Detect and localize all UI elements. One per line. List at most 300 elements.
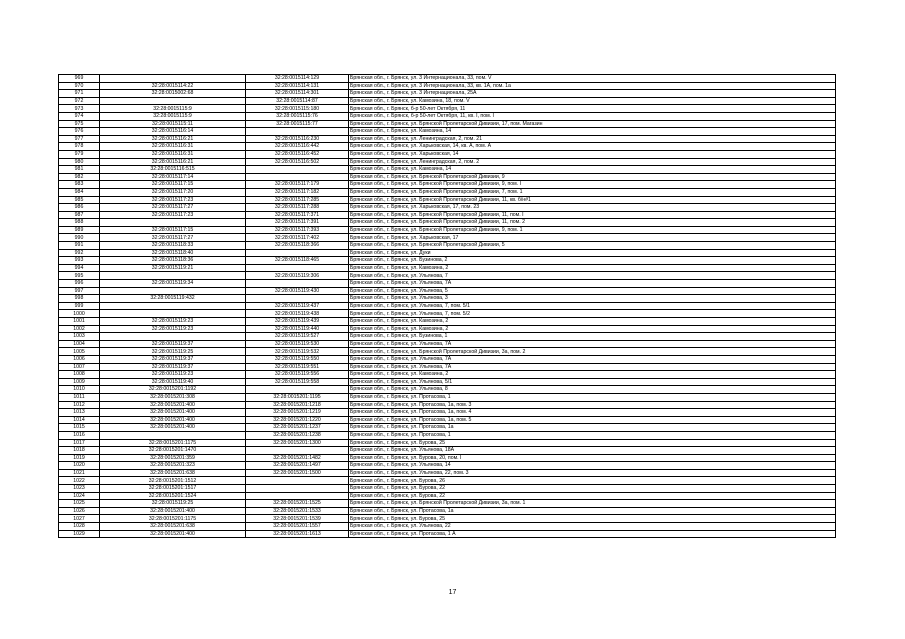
object-cadastral-number-cell [246, 447, 349, 455]
row-number-cell: 1020 [59, 462, 100, 470]
row-number-cell: 971 [59, 90, 100, 98]
table-row [59, 439, 836, 447]
land-cadastral-number-cell: 32:28:0015117:14 [100, 173, 246, 181]
object-cadastral-number-cell: 32:28:0015201:1525 [246, 500, 349, 508]
land-cadastral-number-cell [100, 97, 246, 105]
row-number-cell: 1025 [59, 500, 100, 508]
address-cell: Брянская обл., г. Брянск, ул. Протасова, 1 А [349, 530, 836, 538]
object-cadastral-number-cell: 32:28:0015119:558 [246, 378, 349, 386]
row-number-cell: 1007 [59, 363, 100, 371]
land-cadastral-number-cell: 32:28:0015201:400 [100, 416, 246, 424]
object-cadastral-number-cell: 32:28:0015118:465 [246, 257, 349, 265]
row-number-cell: 1028 [59, 523, 100, 531]
row-number-cell: 1019 [59, 454, 100, 462]
address-cell: Брянская обл., г. Брянск, ул. Ульянова, 14 [349, 462, 836, 470]
row-number-cell: 1008 [59, 371, 100, 379]
address-cell: Брянская обл., г. Брянск, ул. Камозина, 2 [349, 371, 836, 379]
table-row [59, 454, 836, 462]
address-cell: Брянская обл., г. Брянск, ул. Камозина, 2 [349, 318, 836, 326]
land-cadastral-number-cell: 32:28:0015117:20 [100, 188, 246, 196]
land-cadastral-number-cell: 32:28:0015201:400 [100, 409, 246, 417]
row-number-cell: 1004 [59, 340, 100, 348]
land-cadastral-number-cell: 32:28:0015115:9 [100, 112, 246, 120]
table-row [59, 150, 836, 158]
table-row [59, 211, 836, 219]
registry-table-body [59, 75, 836, 538]
table-row [59, 135, 836, 143]
table-row [59, 75, 836, 83]
object-cadastral-number-cell: 32:28:0015119:530 [246, 340, 349, 348]
address-cell: Брянская обл., г. Брянск, ул. Брянской Пролетарской Дивизии, 9, пом. 1 [349, 226, 836, 234]
land-cadastral-number-cell: 32:28:0015201:400 [100, 530, 246, 538]
object-cadastral-number-cell: 32:28:0015117:393 [246, 226, 349, 234]
address-cell: Брянская обл., г. Брянск, ул. Ульянова, 8 [349, 386, 836, 394]
row-number-cell: 985 [59, 196, 100, 204]
object-cadastral-number-cell: 32:28:0015201:1557 [246, 523, 349, 531]
land-cadastral-number-cell [100, 272, 246, 280]
table-row [59, 188, 836, 196]
object-cadastral-number-cell: 32:28:0015114:131 [246, 82, 349, 90]
land-cadastral-number-cell: 32:28:0015117:15 [100, 226, 246, 234]
address-cell: Брянская обл., г. Брянск, ул. Бурова, 22 [349, 485, 836, 493]
row-number-cell: 997 [59, 287, 100, 295]
row-number-cell: 1022 [59, 477, 100, 485]
address-cell: Брянская обл., г. Брянск, ул. Ульянова, 7 [349, 272, 836, 280]
object-cadastral-number-cell: 32:28:0015115:180 [246, 105, 349, 113]
table-row [59, 500, 836, 508]
address-cell: Брянская обл., г. Брянск, ул. Брянской Пролетарской Дивизии, 3а, пом. 2 [349, 348, 836, 356]
row-number-cell: 988 [59, 219, 100, 227]
land-cadastral-number-cell: 32:28:0015117:23 [100, 211, 246, 219]
address-cell: Брянская обл., г. Брянск, ул. Ульянова, 22 [349, 523, 836, 531]
table-row [59, 507, 836, 515]
address-cell: Брянская обл., г. Брянск, ул. Ульянова, 7А [349, 355, 836, 363]
table-row [59, 355, 836, 363]
address-cell: Брянская обл., г. Брянск, ул. Харьковская, 14 [349, 150, 836, 158]
object-cadastral-number-cell: 32:28:0015201:1613 [246, 530, 349, 538]
table-row [59, 333, 836, 341]
row-number-cell: 992 [59, 249, 100, 257]
object-cadastral-number-cell: 32:28:0015114:129 [246, 75, 349, 83]
object-cadastral-number-cell: 32:28:0015118:366 [246, 242, 349, 250]
address-cell: Брянская обл., г. Брянск, ул. 3 Интернационала, 33, пом. V [349, 75, 836, 83]
table-row [59, 287, 836, 295]
row-number-cell: 982 [59, 173, 100, 181]
table-row [59, 120, 836, 128]
table-row [59, 378, 836, 386]
land-cadastral-number-cell: 32:28:0015119:37 [100, 340, 246, 348]
row-number-cell: 1012 [59, 401, 100, 409]
address-cell: Брянская обл., г. Брянск, ул. Протасова, 1 [349, 431, 836, 439]
land-cadastral-number-cell: 32:28:0015118:33 [100, 242, 246, 250]
object-cadastral-number-cell: 32:28:0015116:452 [246, 150, 349, 158]
table-row [59, 128, 836, 136]
object-cadastral-number-cell [246, 249, 349, 257]
address-cell: Брянская обл., г. Брянск, ул. Протасова, 1а [349, 424, 836, 432]
land-cadastral-number-cell: 32:28:0015116:31 [100, 150, 246, 158]
address-cell: Брянская обл., г. Брянск, ул. Ульянова, 7А [349, 340, 836, 348]
object-cadastral-number-cell: 32:28:0015119:532 [246, 348, 349, 356]
table-row [59, 401, 836, 409]
object-cadastral-number-cell: 32:28:0015117:391 [246, 219, 349, 227]
row-number-cell: 999 [59, 302, 100, 310]
address-cell: Брянская обл., г. Брянск, ул. Харьковская, 14, кв. А, пом. А [349, 143, 836, 151]
land-cadastral-number-cell: 32:28:0015201:638 [100, 523, 246, 531]
object-cadastral-number-cell: 32:28:0015201:1482 [246, 454, 349, 462]
land-cadastral-number-cell: 32:28:0015201:1512 [100, 477, 246, 485]
row-number-cell: 1003 [59, 333, 100, 341]
object-cadastral-number-cell [246, 128, 349, 136]
row-number-cell: 1023 [59, 485, 100, 493]
row-number-cell: 1021 [59, 469, 100, 477]
land-cadastral-number-cell: 32:28:0015201:323 [100, 462, 246, 470]
land-cadastral-number-cell: 32:28:0015002:68 [100, 90, 246, 98]
address-cell: Брянская обл., г. Брянск, ул. Ульянова, 7, пом. 5/1 [349, 302, 836, 310]
table-row [59, 363, 836, 371]
row-number-cell: 990 [59, 234, 100, 242]
object-cadastral-number-cell: 32:28:0015119:550 [246, 355, 349, 363]
table-row [59, 340, 836, 348]
row-number-cell: 1026 [59, 507, 100, 515]
object-cadastral-number-cell: 32:28:0015201:1300 [246, 439, 349, 447]
address-cell: Брянская обл., г. Брянск, б-р 50-лет Октября, 11, кв. I, пом. I [349, 112, 836, 120]
row-number-cell: 975 [59, 120, 100, 128]
row-number-cell: 1001 [59, 318, 100, 326]
table-row [59, 272, 836, 280]
land-cadastral-number-cell: 32:28:0015117:27 [100, 234, 246, 242]
object-cadastral-number-cell: 32:28:0015201:1238 [246, 431, 349, 439]
row-number-cell: 986 [59, 204, 100, 212]
table-row [59, 515, 836, 523]
object-cadastral-number-cell: 32:28:0015114:301 [246, 90, 349, 98]
address-cell: Брянская обл., г. Брянск, ул. Харьковская, 17, пом. 23 [349, 204, 836, 212]
address-cell: Брянская обл., г. Брянск, ул. Брянской Пролетарской Дивизии, 9, пом. I [349, 181, 836, 189]
address-cell: Брянская обл., г. Брянск, ул. Ульянова, 7А [349, 280, 836, 288]
object-cadastral-number-cell: 32:28:0015119:527 [246, 333, 349, 341]
table-row [59, 477, 836, 485]
row-number-cell: 983 [59, 181, 100, 189]
land-cadastral-number-cell [100, 219, 246, 227]
row-number-cell: 995 [59, 272, 100, 280]
object-cadastral-number-cell: 32:28:0015119:437 [246, 302, 349, 310]
object-cadastral-number-cell: 32:28:0015116:442 [246, 143, 349, 151]
object-cadastral-number-cell [246, 173, 349, 181]
object-cadastral-number-cell: 32:28:0015115:77 [246, 120, 349, 128]
row-number-cell: 977 [59, 135, 100, 143]
object-cadastral-number-cell: 32:28:0015201:1533 [246, 507, 349, 515]
row-number-cell: 994 [59, 264, 100, 272]
object-cadastral-number-cell: 32:28:0015119:440 [246, 325, 349, 333]
page-number: 17 [448, 589, 457, 596]
address-cell: Брянская обл., г. Брянск, ул. Брянской Пролетарской Дивизии, 5 [349, 242, 836, 250]
table-row [59, 226, 836, 234]
table-row [59, 112, 836, 120]
land-cadastral-number-cell: 32:28:0015119:37 [100, 355, 246, 363]
object-cadastral-number-cell: 32:28:0015201:1497 [246, 462, 349, 470]
land-cadastral-number-cell: 32:28:0015119:23 [100, 371, 246, 379]
table-row [59, 485, 836, 493]
land-cadastral-number-cell: 32:28:0015201:1175 [100, 439, 246, 447]
address-cell: Брянская обл., г. Брянск, ул. Камозина, 2 [349, 325, 836, 333]
row-number-cell: 1024 [59, 492, 100, 500]
address-cell: Брянская обл., г. Брянск, ул. Брянской Пролетарской Дивизии, 17, пом. Магазин [349, 120, 836, 128]
table-row [59, 143, 836, 151]
address-cell: Брянская обл., г. Брянск, б-р 50-лет Октября, 11 [349, 105, 836, 113]
table-row [59, 196, 836, 204]
address-cell: Брянская обл., г. Брянск, ул. Ульянова, 22, пом. 3 [349, 469, 836, 477]
land-cadastral-number-cell: 32:28:0015119:34 [100, 280, 246, 288]
address-cell: Брянская обл., г. Брянск, ул. Ульянова, 5 [349, 287, 836, 295]
table-row [59, 310, 836, 318]
row-number-cell: 1000 [59, 310, 100, 318]
address-cell: Брянская обл., г. Брянск, ул. Камозина, 2 [349, 264, 836, 272]
table-row [59, 348, 836, 356]
address-cell: Брянская обл., г. Брянск, ул. Протасова, 1 [349, 393, 836, 401]
row-number-cell: 973 [59, 105, 100, 113]
row-number-cell: 980 [59, 158, 100, 166]
address-cell: Брянская обл., г. Брянск, ул. Протасова, 1а, пом. 5 [349, 416, 836, 424]
land-cadastral-number-cell [100, 333, 246, 341]
address-cell: Брянская обл., г. Брянск, ул. Брянской Пролетарской Дивизии, 11, пом. I [349, 211, 836, 219]
object-cadastral-number-cell [246, 264, 349, 272]
address-cell: Брянская обл., г. Брянск, ул. Ульянова, 3 [349, 295, 836, 303]
row-number-cell: 1005 [59, 348, 100, 356]
row-number-cell: 1009 [59, 378, 100, 386]
row-number-cell: 981 [59, 166, 100, 174]
object-cadastral-number-cell [246, 386, 349, 394]
address-cell: Брянская обл., г. Брянск, ул. Бурова, 25 [349, 515, 836, 523]
land-cadastral-number-cell: 32:28:0015116:31 [100, 143, 246, 151]
object-cadastral-number-cell: 32:28:0015116:230 [246, 135, 349, 143]
address-cell: Брянская обл., г. Брянск, ул. Бурова, 20, пом. I [349, 454, 836, 462]
row-number-cell: 1015 [59, 424, 100, 432]
object-cadastral-number-cell [246, 166, 349, 174]
table-row [59, 219, 836, 227]
row-number-cell: 979 [59, 150, 100, 158]
land-cadastral-number-cell: 32:28:0015118:36 [100, 257, 246, 265]
row-number-cell: 987 [59, 211, 100, 219]
object-cadastral-number-cell [246, 485, 349, 493]
land-cadastral-number-cell: 32:28:0015116:14 [100, 128, 246, 136]
table-row [59, 371, 836, 379]
land-cadastral-number-cell: 32:28:0015117:15 [100, 181, 246, 189]
table-row [59, 424, 836, 432]
land-cadastral-number-cell: 32:28:0015117:23 [100, 196, 246, 204]
address-cell: Брянская обл., г. Брянск, ул. Бурова, 26 [349, 477, 836, 485]
land-cadastral-number-cell: 32:28:0015115:11 [100, 120, 246, 128]
row-number-cell: 1016 [59, 431, 100, 439]
row-number-cell: 989 [59, 226, 100, 234]
land-cadastral-number-cell: 32:28:0015116:515 [100, 166, 246, 174]
land-cadastral-number-cell [100, 287, 246, 295]
land-cadastral-number-cell: 32:28:0015117:27 [100, 204, 246, 212]
address-cell: Брянская обл., г. Брянск, ул. Камозина, 14 [349, 128, 836, 136]
land-cadastral-number-cell: 32:28:0015119:23 [100, 318, 246, 326]
table-row [59, 325, 836, 333]
address-cell: Брянская обл., г. Брянск, ул. Протасова, 1а [349, 507, 836, 515]
table-row [59, 393, 836, 401]
land-cadastral-number-cell: 32:28:0015201:400 [100, 424, 246, 432]
address-cell: Брянская обл., г. Брянск, ул. 3 Интернационала, 25А [349, 90, 836, 98]
table-row [59, 295, 836, 303]
table-row [59, 181, 836, 189]
address-cell: Брянская обл., г. Брянск, ул. Брянской Пролетарской Дивизии, 11, пом. 2 [349, 219, 836, 227]
land-cadastral-number-cell: 32:28:0015201:400 [100, 507, 246, 515]
land-cadastral-number-cell [100, 431, 246, 439]
table-row [59, 97, 836, 105]
table-row [59, 158, 836, 166]
table-row [59, 242, 836, 250]
object-cadastral-number-cell: 32:28:0015119:556 [246, 371, 349, 379]
address-cell: Брянская обл., г. Брянск, ул. Бузинова, 1 [349, 333, 836, 341]
object-cadastral-number-cell [246, 477, 349, 485]
land-cadastral-number-cell: 32:28:0015201:400 [100, 401, 246, 409]
address-cell: Брянская обл., г. Брянск, ул. Камозина, 18, пом. V [349, 97, 836, 105]
land-cadastral-number-cell: 32:28:0015114:22 [100, 82, 246, 90]
object-cadastral-number-cell [246, 295, 349, 303]
address-cell: Брянская обл., г. Брянск, ул. Ленинградская, 2, пом. 2 [349, 158, 836, 166]
object-cadastral-number-cell: 32:28:0015117:179 [246, 181, 349, 189]
land-cadastral-number-cell: 32:28:0015119:25 [100, 500, 246, 508]
address-cell: Брянская обл., г. Брянск, ул. Брянской Пролетарской Дивизии, 3а, пом. 1 [349, 500, 836, 508]
land-cadastral-number-cell: 32:28:0015116:21 [100, 135, 246, 143]
table-row [59, 264, 836, 272]
address-cell: Брянская обл., г. Брянск, ул. Брянской Пролетарской Дивизии, 9 [349, 173, 836, 181]
object-cadastral-number-cell: 32:28:0015201:1219 [246, 409, 349, 417]
object-cadastral-number-cell: 32:28:0015119:551 [246, 363, 349, 371]
land-cadastral-number-cell: 32:28:0015119:40 [100, 378, 246, 386]
table-row [59, 431, 836, 439]
row-number-cell: 1010 [59, 386, 100, 394]
address-cell: Брянская обл., г. Брянск, ул. Дуки [349, 249, 836, 257]
address-cell: Брянская обл., г. Брянск, ул. Бузинова, 2 [349, 257, 836, 265]
table-row [59, 280, 836, 288]
address-cell: Брянская обл., г. Брянск, ул. Брянской Пролетарской Дивизии, 7, пом. 1 [349, 188, 836, 196]
object-cadastral-number-cell: 32:28:0015201:1237 [246, 424, 349, 432]
address-cell: Брянская обл., г. Брянск, ул. Ульянова, 7, пом. 5/2 [349, 310, 836, 318]
land-cadastral-number-cell: 32:28:0015201:1470 [100, 447, 246, 455]
table-row [59, 302, 836, 310]
object-cadastral-number-cell [246, 280, 349, 288]
table-row [59, 447, 836, 455]
row-number-cell: 1013 [59, 409, 100, 417]
row-number-cell: 998 [59, 295, 100, 303]
object-cadastral-number-cell: 32:28:0015119:430 [246, 287, 349, 295]
row-number-cell: 974 [59, 112, 100, 120]
row-number-cell: 978 [59, 143, 100, 151]
object-cadastral-number-cell: 32:28:0015201:1539 [246, 515, 349, 523]
row-number-cell: 976 [59, 128, 100, 136]
row-number-cell: 1006 [59, 355, 100, 363]
land-cadastral-number-cell: 32:28:0015118:40 [100, 249, 246, 257]
address-cell: Брянская обл., г. Брянск, ул. Ульянова, 5/1 [349, 378, 836, 386]
address-cell: Брянская обл., г. Брянск, ул. Протасова, 1а, пом. 4 [349, 409, 836, 417]
address-cell: Брянская обл., г. Брянск, ул. Бурова, 25 [349, 439, 836, 447]
land-cadastral-number-cell: 32:28:0015201:1192 [100, 386, 246, 394]
land-cadastral-number-cell: 32:28:0015201:638 [100, 469, 246, 477]
row-number-cell: 993 [59, 257, 100, 265]
object-cadastral-number-cell: 32:28:0015119:439 [246, 318, 349, 326]
table-row [59, 166, 836, 174]
table-row [59, 523, 836, 531]
row-number-cell: 1027 [59, 515, 100, 523]
address-cell: Брянская обл., г. Брянск, ул. Камозина, 14 [349, 166, 836, 174]
table-row [59, 173, 836, 181]
land-cadastral-number-cell: 32:28:0015119:37 [100, 363, 246, 371]
table-row [59, 249, 836, 257]
land-cadastral-number-cell [100, 302, 246, 310]
address-cell: Брянская обл., г. Брянск, ул. Ульянова, 7А [349, 363, 836, 371]
land-cadastral-number-cell: 32:28:0015119:432 [100, 295, 246, 303]
row-number-cell: 1002 [59, 325, 100, 333]
land-cadastral-number-cell [100, 75, 246, 83]
table-row [59, 462, 836, 470]
table-row [59, 492, 836, 500]
row-number-cell: 970 [59, 82, 100, 90]
land-cadastral-number-cell: 32:28:0015119:25 [100, 348, 246, 356]
table-row [59, 318, 836, 326]
table-row [59, 105, 836, 113]
address-cell: Брянская обл., г. Брянск, ул. Харьковская, 17 [349, 234, 836, 242]
land-cadastral-number-cell: 32:28:0015201:359 [100, 454, 246, 462]
table-row [59, 90, 836, 98]
table-row [59, 82, 836, 90]
table-row [59, 204, 836, 212]
row-number-cell: 1018 [59, 447, 100, 455]
land-cadastral-number-cell: 32:28:0015201:1175 [100, 515, 246, 523]
object-cadastral-number-cell: 32:28:0015201:1218 [246, 401, 349, 409]
land-cadastral-number-cell: 32:28:0015119:21 [100, 264, 246, 272]
land-cadastral-number-cell: 32:28:0015116:21 [100, 158, 246, 166]
row-number-cell: 1014 [59, 416, 100, 424]
row-number-cell: 984 [59, 188, 100, 196]
object-cadastral-number-cell: 32:28:0015117:371 [246, 211, 349, 219]
object-cadastral-number-cell: 32:28:0015117:285 [246, 196, 349, 204]
table-row [59, 386, 836, 394]
row-number-cell: 1017 [59, 439, 100, 447]
object-cadastral-number-cell [246, 492, 349, 500]
address-cell: Брянская обл., г. Брянск, ул. Брянской Пролетарской Дивизии, 11, кв. б/н#1 [349, 196, 836, 204]
object-cadastral-number-cell: 32:28:0015201:1500 [246, 469, 349, 477]
land-cadastral-number-cell: 32:28:0015201:1524 [100, 492, 246, 500]
row-number-cell: 1011 [59, 393, 100, 401]
table-row [59, 530, 836, 538]
land-cadastral-number-cell [100, 310, 246, 318]
address-cell: Брянская обл., г. Брянск, ул. Протасова, 1а, пом. 3 [349, 401, 836, 409]
address-cell: Брянская обл., г. Брянск, ул. Бурова, 22 [349, 492, 836, 500]
object-cadastral-number-cell: 32:28:0015116:502 [246, 158, 349, 166]
table-row [59, 416, 836, 424]
table-row [59, 234, 836, 242]
object-cadastral-number-cell: 32:28:0015119:438 [246, 310, 349, 318]
row-number-cell: 1029 [59, 530, 100, 538]
object-cadastral-number-cell: 32:28:0015117:182 [246, 188, 349, 196]
address-cell: Брянская обл., г. Брянск, ул. 3 Интернационала, 33, кв. 1А, пом. 1а [349, 82, 836, 90]
land-cadastral-number-cell: 32:28:0015201:1517 [100, 485, 246, 493]
land-cadastral-number-cell: 32:28:0015115:9 [100, 105, 246, 113]
object-cadastral-number-cell: 32:28:0015201:1220 [246, 416, 349, 424]
row-number-cell: 972 [59, 97, 100, 105]
table-row [59, 469, 836, 477]
row-number-cell: 991 [59, 242, 100, 250]
address-cell: Брянская обл., г. Брянск, ул. Ленинградская, 2, пом. 21 [349, 135, 836, 143]
registry-table [58, 74, 836, 538]
row-number-cell: 969 [59, 75, 100, 83]
object-cadastral-number-cell: 32:28:0015115:76 [246, 112, 349, 120]
object-cadastral-number-cell: 32:28:0015119:306 [246, 272, 349, 280]
object-cadastral-number-cell: 32:28:0015117:288 [246, 204, 349, 212]
address-cell: Брянская обл., г. Брянск, ул. Ульянова, 18А [349, 447, 836, 455]
